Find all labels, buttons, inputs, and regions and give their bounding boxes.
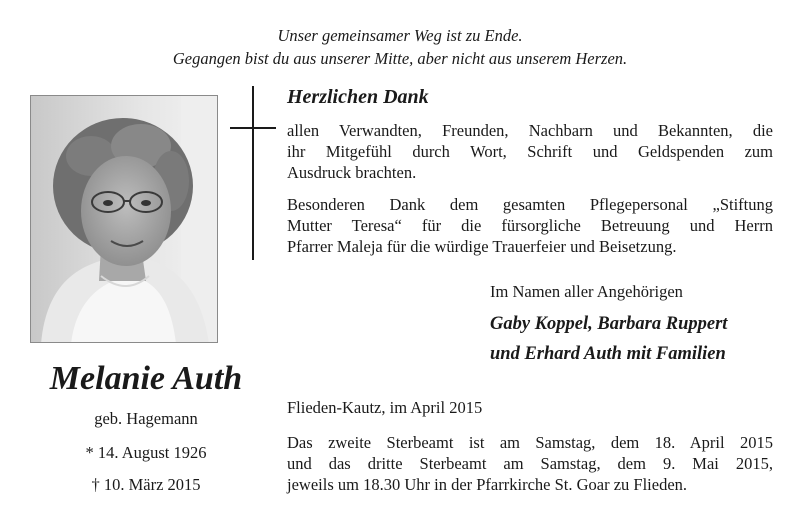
thanks-heading: Herzlichen Dank xyxy=(287,86,429,108)
cross-icon-vertical xyxy=(252,86,254,260)
motto-line-2: Gegangen bist du aus unserer Mitte, aber nicht aus unserem Herzen. xyxy=(172,49,628,68)
service-line: jeweils um 18.30 Uhr in der Pfarrkirche St. Goar zu Flieden. xyxy=(287,475,688,494)
deceased-name: Melanie Auth xyxy=(49,360,243,397)
cross-icon-horizontal xyxy=(230,127,276,129)
thanks-p1-line: allen Verwandten, Freunden, Nachbarn und Bekannten, die xyxy=(287,121,773,140)
place-date: Flieden-Kautz, im April 2015 xyxy=(287,398,483,417)
thanks-p1-line: ihr Mitgefühl durch Wort, Schrift und Geldspenden zum xyxy=(287,142,773,161)
thanks-p2-line: Mutter Teresa“ für die fürsorgliche Betreuung und Herrn xyxy=(287,216,773,235)
thanks-p1-line: Ausdruck brachten. xyxy=(287,163,417,182)
maiden-name: geb. Hagemann xyxy=(94,409,198,428)
birth-date: * 14. August 1926 xyxy=(85,443,207,462)
death-date: † 10. März 2015 xyxy=(91,475,201,494)
portrait-photo xyxy=(30,95,218,343)
signature-intro: Im Namen aller Angehörigen xyxy=(490,282,683,301)
signature-names-line-2: und Erhard Auth mit Familien xyxy=(490,344,726,364)
signature-names-line-1: Gaby Koppel, Barbara Ruppert xyxy=(490,314,728,334)
thanks-paragraph-1 xyxy=(287,120,773,183)
service-line: und das dritte Sterbeamt am Samstag, dem 9. Mai 2015, xyxy=(287,454,773,473)
motto-line-1: Unser gemeinsamer Weg ist zu Ende. xyxy=(277,26,523,45)
service-line: Das zweite Sterbeamt ist am Samstag, dem 18. April 2015 xyxy=(287,433,773,452)
thanks-p2-line: Besonderen Dank dem gesamten Pflegepersonal „Stiftung xyxy=(287,195,773,214)
service-info xyxy=(287,432,773,495)
thanks-paragraph-2 xyxy=(287,194,773,257)
thanks-p2-line: Pfarrer Maleja für die würdige Trauerfeier und Beisetzung. xyxy=(287,237,677,256)
